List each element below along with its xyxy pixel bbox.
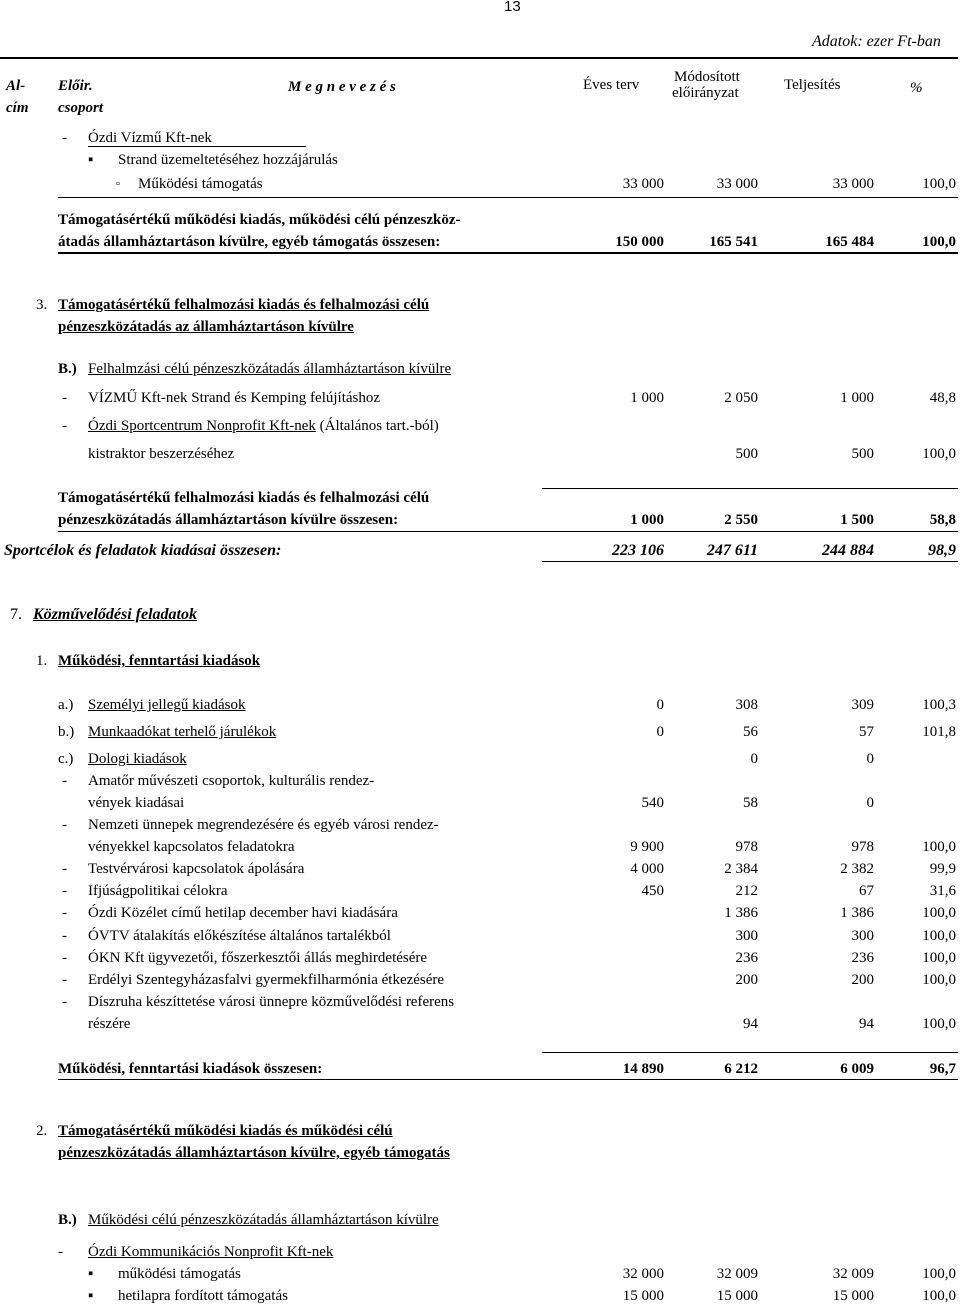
- s7-2-r2-teljesites: 15 000: [832, 1288, 874, 1304]
- item-percent: 100,0: [922, 905, 956, 921]
- s3-row1-eves-terv: 1 000: [630, 390, 664, 406]
- s7-1-a-percent: 100,3: [922, 697, 956, 713]
- s1-percent: 100,0: [922, 176, 956, 192]
- item-modositott: 94: [743, 1016, 758, 1032]
- s7-2-number: 2.: [36, 1123, 48, 1139]
- sport-total-modositott: 247 611: [706, 542, 758, 559]
- s3-row2-org: Ózdi Sportcentrum Nonprofit Kft-nek: [88, 418, 316, 434]
- s3-row1-text: VÍZMŰ Kft-nek Strand és Kemping felújításhoz: [88, 390, 381, 406]
- s7-2-b-label: B.): [58, 1212, 77, 1228]
- s7-2-org-dash: -: [58, 1244, 63, 1260]
- s3-total-modositott: 2 550: [724, 512, 758, 528]
- header-modositott-1: Módosított: [674, 69, 740, 85]
- s7-1-total-top-rule: [542, 1052, 958, 1053]
- s7-2-r2-bullet: ▪: [88, 1288, 94, 1304]
- sport-total-rule: [542, 561, 958, 562]
- s7-1-c-teljesites: 0: [866, 751, 874, 767]
- s7-1-a-text: Személyi jellegű kiadások: [88, 697, 246, 713]
- item-dash: -: [62, 972, 67, 988]
- item-percent: 100,0: [922, 928, 956, 944]
- item-text-cont: vényekkel kapcsolatos feladatokra: [88, 839, 295, 855]
- s7-2-r2-eves-terv: 15 000: [622, 1288, 664, 1304]
- s7-1-b-label: b.): [58, 724, 75, 740]
- s7-1-c-modositott: 0: [750, 751, 758, 767]
- sport-total-percent: 98,9: [928, 542, 956, 559]
- s3-total-rule: [58, 531, 958, 532]
- header-alcim-1: Al-: [6, 78, 26, 94]
- s7-1-b-eves-terv: 0: [656, 724, 664, 740]
- s1-total-line2: átadás államháztartáson kívülre, egyéb támogatás összesen:: [58, 234, 441, 250]
- item-text-cont: vények kiadásai: [88, 795, 185, 811]
- s7-2-r1-bullet: ▪: [88, 1266, 94, 1282]
- s7-1-title: Működési, fenntartási kiadások: [58, 653, 261, 669]
- item-text: ÓKN Kft ügyvezetői, főszerkesztői állás meghirdetésére: [88, 950, 428, 966]
- s3-number: 3.: [36, 297, 48, 313]
- s7-1-b-modositott: 56: [743, 724, 758, 740]
- header-eves-terv: Éves terv: [583, 77, 640, 93]
- s3-row1-modositott: 2 050: [724, 390, 758, 406]
- header-top-rule: [0, 57, 958, 59]
- s7-1-total-eves-terv: 14 890: [622, 1061, 664, 1077]
- s7-2-org: Ózdi Kommunikációs Nonprofit Kft-nek: [88, 1244, 334, 1260]
- page-number: 13: [504, 0, 521, 15]
- item-teljesites: 236: [851, 950, 874, 966]
- item-percent: 100,0: [922, 972, 956, 988]
- s7-2-r2-modositott: 15 000: [716, 1288, 758, 1304]
- item-text-cont: részére: [88, 1016, 131, 1032]
- s3-total-top-rule: [542, 488, 958, 489]
- s3-row2-dash: -: [62, 418, 67, 434]
- sport-total-label: Sportcélok és feladatok kiadásai összesen:: [4, 542, 282, 559]
- item-text: Ifjúságpolitikai célokra: [88, 883, 228, 899]
- s7-1-a-modositott: 308: [735, 697, 758, 713]
- item-eves-terv: 450: [641, 883, 664, 899]
- s7-1-total-modositott: 6 212: [724, 1061, 758, 1077]
- s7-1-c-label: c.): [58, 751, 74, 767]
- s3-row1-dash: -: [62, 390, 67, 406]
- header-modositott-2: előirányzat: [672, 85, 739, 101]
- s7-1-c-text: Dologi kiadások: [88, 751, 187, 767]
- s3-row3-teljesites: 500: [851, 446, 874, 462]
- header-teljesites: Teljesítés: [784, 77, 841, 93]
- item-modositott: 2 384: [724, 861, 758, 877]
- item-text: Ózdi Közélet című hetilap december havi kiadására: [88, 905, 398, 921]
- units-note: Adatok: ezer Ft-ban: [812, 33, 941, 50]
- item-teljesites: 0: [866, 795, 874, 811]
- s7-2-b-title: Működési célú pénzeszközátadás államháztartáson kívülre: [88, 1212, 439, 1228]
- s1-sub: Strand üzemeltetéséhez hozzájárulás: [118, 152, 338, 168]
- s7-1-a-label: a.): [58, 697, 74, 713]
- s7-1-total-rule: [58, 1079, 958, 1080]
- s1-modositott: 33 000: [716, 176, 758, 192]
- header-eloir-1: Előir.: [58, 78, 93, 94]
- s7-1-total-label: Működési, fenntartási kiadások összesen:: [58, 1061, 323, 1077]
- s3-total-line1: Támogatásértékű felhalmozási kiadás és felhalmozási célú: [58, 490, 430, 506]
- header-percent: %: [910, 80, 923, 96]
- item-modositott: 58: [743, 795, 758, 811]
- s3-b-title: Felhalmzási célú pénzeszközátadás államháztartáson kívülre: [88, 361, 452, 377]
- s3-b-label: B.): [58, 361, 77, 377]
- s7-1-number: 1.: [36, 653, 48, 669]
- s7-1-a-teljesites: 309: [851, 697, 874, 713]
- item-percent: 31,6: [929, 883, 956, 899]
- item-text: Testvérvárosi kapcsolatok ápolására: [88, 861, 305, 877]
- item-teljesites: 300: [851, 928, 874, 944]
- s1-total-line1: Támogatásértékű működési kiadás, működési célú pénzeszköz-: [58, 212, 461, 228]
- s7-2-title-2: pénzeszközátadás államháztartáson kívülre, egyéb támogatás: [58, 1145, 450, 1161]
- item-teljesites: 978: [851, 839, 874, 855]
- s1-rule: [58, 197, 958, 198]
- s7-1-total-teljesites: 6 009: [840, 1061, 874, 1077]
- s3-total-percent: 58,8: [929, 512, 956, 528]
- item-dash: -: [62, 994, 67, 1010]
- s7-2-r1-percent: 100,0: [922, 1266, 956, 1282]
- item-percent: 100,0: [922, 839, 956, 855]
- s3-row1-teljesites: 1 000: [840, 390, 874, 406]
- item-teljesites: 67: [859, 883, 874, 899]
- item-eves-terv: 4 000: [630, 861, 664, 877]
- item-text: ÓVTV átalakítás előkészítése általános tartalékból: [88, 928, 391, 944]
- s1-total-teljesites: 165 484: [825, 234, 874, 250]
- item-text: Nemzeti ünnepek megrendezésére és egyéb városi rendez-: [88, 817, 439, 833]
- s7-2-r2-percent: 100,0: [922, 1288, 956, 1304]
- s3-total-teljesites: 1 500: [840, 512, 874, 528]
- s3-title-2: pénzeszközátadás az államháztartáson kívülre: [58, 319, 354, 335]
- item-modositott: 978: [735, 839, 758, 855]
- item-modositott: 1 386: [724, 905, 758, 921]
- header-alcim-2: cím: [6, 100, 29, 116]
- s7-1-total-percent: 96,7: [929, 1061, 956, 1077]
- item-modositott: 200: [735, 972, 758, 988]
- item-teljesites: 200: [851, 972, 874, 988]
- item-teljesites: 2 382: [840, 861, 874, 877]
- header-eloir-2: csoport: [58, 100, 103, 116]
- s7-1-b-teljesites: 57: [859, 724, 874, 740]
- s7-2-r1-teljesites: 32 009: [832, 1266, 874, 1282]
- s7-1-a-eves-terv: 0: [656, 697, 664, 713]
- s3-total-line2: pénzeszközátadás államháztartáson kívülre összesen:: [58, 512, 399, 528]
- s3-row3-modositott: 500: [735, 446, 758, 462]
- item-percent: 100,0: [922, 950, 956, 966]
- item-dash: -: [62, 861, 67, 877]
- item-text: Erdélyi Szentegyházasfalvi gyermekfilharmónia étkezésére: [88, 972, 445, 988]
- item-dash: -: [62, 817, 67, 833]
- s1-title: Ózdi Vízmű Kft-nek: [88, 130, 212, 146]
- s7-2-r1-text: működési támogatás: [118, 1266, 241, 1282]
- s1-total-rule: [58, 252, 958, 254]
- item-dash: -: [62, 883, 67, 899]
- s7-1-b-percent: 101,8: [922, 724, 956, 740]
- item-eves-terv: 9 900: [630, 839, 664, 855]
- item-eves-terv: 540: [641, 795, 664, 811]
- s3-title-1: Támogatásértékű felhalmozási kiadás és felhalmozási célú: [58, 297, 430, 313]
- s7-2-r2-text: hetilapra fordított támogatás: [118, 1288, 288, 1304]
- item-percent: 100,0: [922, 1016, 956, 1032]
- s3-row1-percent: 48,8: [929, 390, 956, 406]
- s7-2-r1-eves-terv: 32 000: [622, 1266, 664, 1282]
- item-modositott: 300: [735, 928, 758, 944]
- s3-total-eves-terv: 1 000: [630, 512, 664, 528]
- s7-2-title-1: Támogatásértékű működési kiadás és működési célú: [58, 1123, 393, 1139]
- s1-item: Működési támogatás: [138, 176, 263, 192]
- item-dash: -: [62, 928, 67, 944]
- s1-bullet: ▪: [88, 152, 94, 168]
- s1-teljesites: 33 000: [832, 176, 874, 192]
- item-teljesites: 1 386: [840, 905, 874, 921]
- s7-number: 7.: [10, 606, 22, 623]
- item-dash: -: [62, 905, 67, 921]
- item-teljesites: 94: [859, 1016, 874, 1032]
- item-modositott: 236: [735, 950, 758, 966]
- item-dash: -: [62, 773, 67, 789]
- s1-dash: -: [62, 130, 67, 146]
- s1-eves-terv: 33 000: [622, 176, 664, 192]
- item-percent: 99,9: [929, 861, 956, 877]
- s1-title-underline: [88, 146, 306, 147]
- item-modositott: 212: [735, 883, 758, 899]
- s3-row2-note: (Általános tart.-ból): [315, 418, 439, 434]
- s3-row3-percent: 100,0: [922, 446, 956, 462]
- item-text: Amatőr művészeti csoportok, kulturális rendez-: [88, 773, 375, 789]
- s1-total-percent: 100,0: [922, 234, 956, 250]
- item-dash: -: [62, 950, 67, 966]
- sport-total-eves-terv: 223 106: [612, 542, 664, 559]
- sport-total-teljesites: 244 884: [822, 542, 874, 559]
- s3-row2: [88, 417, 439, 435]
- s7-title: Közművelődési feladatok: [33, 606, 197, 623]
- s3-row3-text: kistraktor beszerzéséhez: [88, 446, 235, 462]
- s1-total-modositott: 165 541: [709, 234, 758, 250]
- item-text: Díszruha készíttetése városi ünnepre közművelődési referens: [88, 994, 455, 1010]
- s7-1-b-text: Munkaadókat terhelő járulékok: [88, 724, 277, 740]
- header-megnevezes: M e g n e v e z é s: [288, 79, 396, 95]
- s1-total-eves-terv: 150 000: [615, 234, 664, 250]
- s1-bullet-2: ▫: [116, 178, 120, 190]
- s7-2-r1-modositott: 32 009: [716, 1266, 758, 1282]
